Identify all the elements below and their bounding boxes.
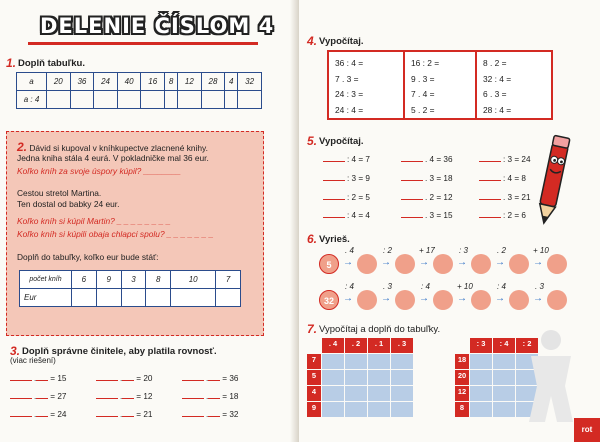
chain-op: + 10 [457, 282, 473, 291]
answer-cell[interactable] [391, 402, 413, 417]
task2-cell: 8 [146, 271, 171, 289]
task1-cell: 32 [238, 73, 262, 91]
task4-expr[interactable]: 9 . 3 = [411, 73, 435, 84]
answer-cell[interactable] [322, 402, 344, 417]
answer-cell[interactable] [391, 354, 413, 369]
task4-expr[interactable]: 5 . 2 = [411, 104, 435, 115]
answer-cell[interactable] [146, 289, 171, 307]
task4-title: Vypočítaj. [319, 35, 364, 47]
row-header: 7 [307, 354, 321, 369]
task4-column-2 [403, 50, 477, 120]
arrow-right-icon: → [495, 257, 505, 268]
table-header: . 4 [322, 338, 344, 353]
task6-number: 6. [307, 232, 318, 246]
task4-expr[interactable]: 7 . 4 = [411, 89, 435, 99]
task2-line4: Ten dostal od babky 24 eur. [17, 199, 120, 209]
task4-column-3 [475, 50, 553, 120]
answer-cell[interactable] [345, 402, 367, 417]
answer-cell[interactable] [493, 402, 515, 417]
row-header: 18 [455, 354, 469, 369]
task4-expr[interactable]: 8 . 2 = [483, 58, 507, 68]
answer-cell[interactable] [201, 91, 225, 109]
chain-answer-circle[interactable] [357, 290, 377, 310]
task1-cell: 4 [225, 73, 238, 91]
task4-expr[interactable]: 6 . 3 = [483, 89, 507, 99]
task7-heading [307, 322, 440, 336]
arrow-right-icon: → [419, 257, 429, 268]
task1-title: Doplň tabuľku. [18, 57, 86, 69]
task3-equation[interactable]: . = 24 [10, 410, 66, 419]
task1-row-a-label: a [17, 73, 47, 91]
task1-table [16, 72, 262, 109]
title-underline [28, 42, 258, 45]
task4-expr[interactable]: 7 . 3 = [335, 73, 359, 84]
task2-line3: Cestou stretol Martina. [17, 188, 102, 198]
table-header: : 4 [493, 338, 515, 353]
table-header: : 2 [516, 338, 538, 353]
task4-expr[interactable]: 24 : 3 = [335, 89, 364, 99]
task4-heading [307, 34, 364, 48]
chain-answer-circle[interactable] [395, 290, 415, 310]
task5-equation[interactable]: . 3 = 21 [479, 193, 531, 202]
task2-question1[interactable]: Koľko kníh za svoje úspory kúpil? ________ [17, 166, 181, 176]
chain-answer-circle[interactable] [547, 254, 567, 274]
table-header: . 1 [368, 338, 390, 353]
task3-equation[interactable]: . = 15 [10, 374, 66, 383]
answer-cell[interactable] [345, 370, 367, 385]
page-tab: rot [574, 418, 600, 442]
chain-answer-circle[interactable] [547, 290, 567, 310]
arrow-right-icon: → [343, 257, 353, 268]
answer-cell[interactable] [470, 354, 492, 369]
task4-expr[interactable]: 28 : 4 = [483, 104, 512, 115]
task3-number: 3. [10, 344, 21, 358]
task2-cell: 6 [72, 271, 97, 289]
answer-cell[interactable] [121, 289, 146, 307]
task5-equation[interactable]: : 3 = 9 [323, 174, 370, 183]
chain-answer-circle[interactable] [433, 290, 453, 310]
task5-equation[interactable]: : 3 = 24 [479, 155, 531, 164]
task1-cell: 20 [47, 73, 71, 91]
table-header: . 2 [345, 338, 367, 353]
task3-equation[interactable]: . = 18 [182, 392, 238, 401]
arrow-right-icon: → [343, 293, 353, 304]
answer-cell[interactable] [47, 91, 71, 109]
arrow-right-icon: → [495, 293, 505, 304]
answer-cell[interactable] [225, 91, 238, 109]
task4-expr[interactable]: 36 : 4 = [335, 58, 364, 68]
task2-cell: 10 [171, 271, 216, 289]
chain-answer-circle[interactable] [509, 254, 529, 274]
answer-cell[interactable] [368, 402, 390, 417]
task3-equation[interactable]: . = 21 [96, 410, 152, 419]
answer-cell[interactable] [470, 402, 492, 417]
task5-equation[interactable]: : 4 = 8 [479, 174, 526, 183]
chain-op: : 4 [421, 282, 430, 291]
task5-equation[interactable]: : 2 = 5 [323, 193, 370, 202]
watermark-figure-icon [521, 326, 581, 426]
task3-equation[interactable]: . = 32 [182, 410, 238, 419]
arrow-right-icon: → [533, 293, 543, 304]
task5-heading [307, 134, 364, 148]
answer-cell[interactable] [322, 354, 344, 369]
arrow-right-icon: → [419, 293, 429, 304]
task2-number: 2. [17, 140, 28, 154]
answer-cell[interactable] [470, 370, 492, 385]
chain-op: : 3 [459, 246, 468, 255]
task2-cell: 7 [216, 271, 241, 289]
task6-heading [307, 232, 350, 246]
task2-row-label-eur: Eur [20, 289, 72, 307]
task6-title: Vyrieš. [319, 233, 350, 245]
chain-answer-circle[interactable] [471, 290, 491, 310]
task2-row-eur [20, 289, 241, 307]
task1-cell: 24 [94, 73, 118, 91]
task1-row-b [17, 91, 262, 109]
answer-cell[interactable] [345, 386, 367, 401]
task1-cell: 28 [201, 73, 225, 91]
answer-cell[interactable] [171, 289, 216, 307]
left-page [0, 0, 298, 442]
chain-op: . 4 [345, 246, 354, 255]
answer-cell[interactable] [96, 289, 121, 307]
answer-cell[interactable] [391, 386, 413, 401]
row-header: 8 [455, 402, 469, 417]
chain2-start: 32 [319, 290, 339, 310]
row-header: 4 [307, 386, 321, 401]
task5-equation[interactable]: . 3 = 15 [401, 211, 453, 220]
chain-op: . 3 [383, 282, 392, 291]
task1-cell: 36 [70, 73, 94, 91]
task1-heading [6, 56, 85, 70]
task7-table-multiply [307, 338, 413, 417]
task4-expr[interactable]: 16 : 2 = [411, 58, 440, 68]
task1-cell: 40 [117, 73, 141, 91]
chain-op: + 10 [533, 246, 549, 255]
answer-cell[interactable] [391, 370, 413, 385]
task2-question3[interactable]: Koľko kníh si kúpili obaja chlapci spolu? _ _ _ _ _ _ _ [17, 229, 214, 239]
task2-box [6, 131, 264, 336]
row-header: 9 [307, 402, 321, 417]
task1-row-a [17, 73, 262, 91]
task2-line2: Jedna kniha stála 4 eurá. V pokladničke mal 36 eur. [17, 153, 209, 163]
answer-cell[interactable] [470, 386, 492, 401]
task1-cell: 8 [165, 73, 178, 91]
chain-op: : 2 [383, 246, 392, 255]
answer-cell[interactable] [368, 370, 390, 385]
answer-cell[interactable] [117, 91, 141, 109]
task5-number: 5. [307, 134, 318, 148]
answer-cell[interactable] [70, 91, 94, 109]
answer-cell[interactable] [368, 386, 390, 401]
answer-cell[interactable] [322, 370, 344, 385]
answer-cell[interactable] [493, 370, 515, 385]
answer-cell[interactable] [493, 386, 515, 401]
chain-op: + 17 [419, 246, 435, 255]
task2-table [19, 270, 241, 307]
task3-equation[interactable]: . = 12 [96, 392, 152, 401]
answer-cell[interactable] [238, 91, 262, 109]
task2-cell: 9 [96, 271, 121, 289]
task5-equation[interactable]: . 4 = 36 [401, 155, 453, 164]
answer-cell[interactable] [345, 354, 367, 369]
chain-answer-circle[interactable] [357, 254, 377, 274]
pencil-mascot-icon [531, 130, 575, 230]
table-header: : 3 [470, 338, 492, 353]
row-header: 12 [455, 386, 469, 401]
task5-equation[interactable]: : 2 = 6 [479, 211, 526, 220]
chain-op: : 4 [345, 282, 354, 291]
task5-equation[interactable]: . 2 = 12 [401, 193, 453, 202]
chain-answer-circle[interactable] [509, 290, 529, 310]
task2-row-label-books: počet kníh [20, 271, 72, 289]
answer-cell[interactable] [216, 289, 241, 307]
task3-title: Doplň správne činitele, aby platila rovnosť. [22, 345, 217, 357]
task5-equation[interactable]: : 4 = 4 [323, 211, 370, 220]
task1-row-b-label: a : 4 [17, 91, 47, 109]
answer-cell[interactable] [94, 91, 118, 109]
chain1-start: 5 [319, 254, 339, 274]
task5-equation[interactable]: . 3 = 18 [401, 174, 453, 183]
arrow-right-icon: → [457, 257, 467, 268]
task4-column-1 [327, 50, 405, 120]
chain-answer-circle[interactable] [433, 254, 453, 274]
answer-cell[interactable] [493, 354, 515, 369]
task5-equation[interactable]: : 4 = 7 [323, 155, 370, 164]
task1-number: 1. [6, 56, 17, 70]
chain-op: . 3 [535, 282, 544, 291]
table-header: . 3 [391, 338, 413, 353]
task2-row-books [20, 271, 241, 289]
answer-cell[interactable] [72, 289, 97, 307]
task5-title: Vypočítaj. [319, 135, 364, 147]
answer-cell[interactable] [322, 386, 344, 401]
chain-op: . 2 [497, 246, 506, 255]
task4-expr[interactable]: 32 : 4 = [483, 73, 512, 84]
arrow-right-icon: → [533, 257, 543, 268]
task3-equation[interactable]: . = 36 [182, 374, 238, 383]
task1-cell: 12 [178, 73, 202, 91]
page-title: DELENIE ČÍSLOM 4 [40, 14, 275, 38]
task2-instruction: Doplň do tabuľky, koľko eur bude stáť: [17, 252, 159, 262]
answer-cell[interactable] [141, 91, 165, 109]
task3-equation[interactable]: . = 27 [10, 392, 66, 401]
task3-equation[interactable]: . = 20 [96, 374, 152, 383]
answer-cell[interactable] [178, 91, 202, 109]
task2-cell: 3 [121, 271, 146, 289]
task2-line1: Dávid si kupoval v kníhkupectve zlacnené knihy. [29, 143, 208, 153]
task4-expr[interactable]: 24 : 4 = [335, 104, 364, 115]
arrow-right-icon: → [381, 293, 391, 304]
task7-number: 7. [307, 322, 318, 336]
answer-cell[interactable] [368, 354, 390, 369]
chain-answer-circle[interactable] [471, 254, 491, 274]
task7-title: Vypočítaj a doplň do tabuľky. [319, 323, 441, 335]
task1-cell: 16 [141, 73, 165, 91]
row-header: 20 [455, 370, 469, 385]
arrow-right-icon: → [381, 257, 391, 268]
task2-question2[interactable]: Koľko kníh si kúpil Martin? _ _ _ _ _ _ _ _ [17, 216, 171, 226]
task4-number: 4. [307, 34, 318, 48]
row-header: 5 [307, 370, 321, 385]
chain-answer-circle[interactable] [395, 254, 415, 274]
right-page [299, 0, 600, 442]
task3-note: (viac riešení) [10, 356, 56, 365]
arrow-right-icon: → [457, 293, 467, 304]
chain-op: : 4 [497, 282, 506, 291]
answer-cell[interactable] [165, 91, 178, 109]
